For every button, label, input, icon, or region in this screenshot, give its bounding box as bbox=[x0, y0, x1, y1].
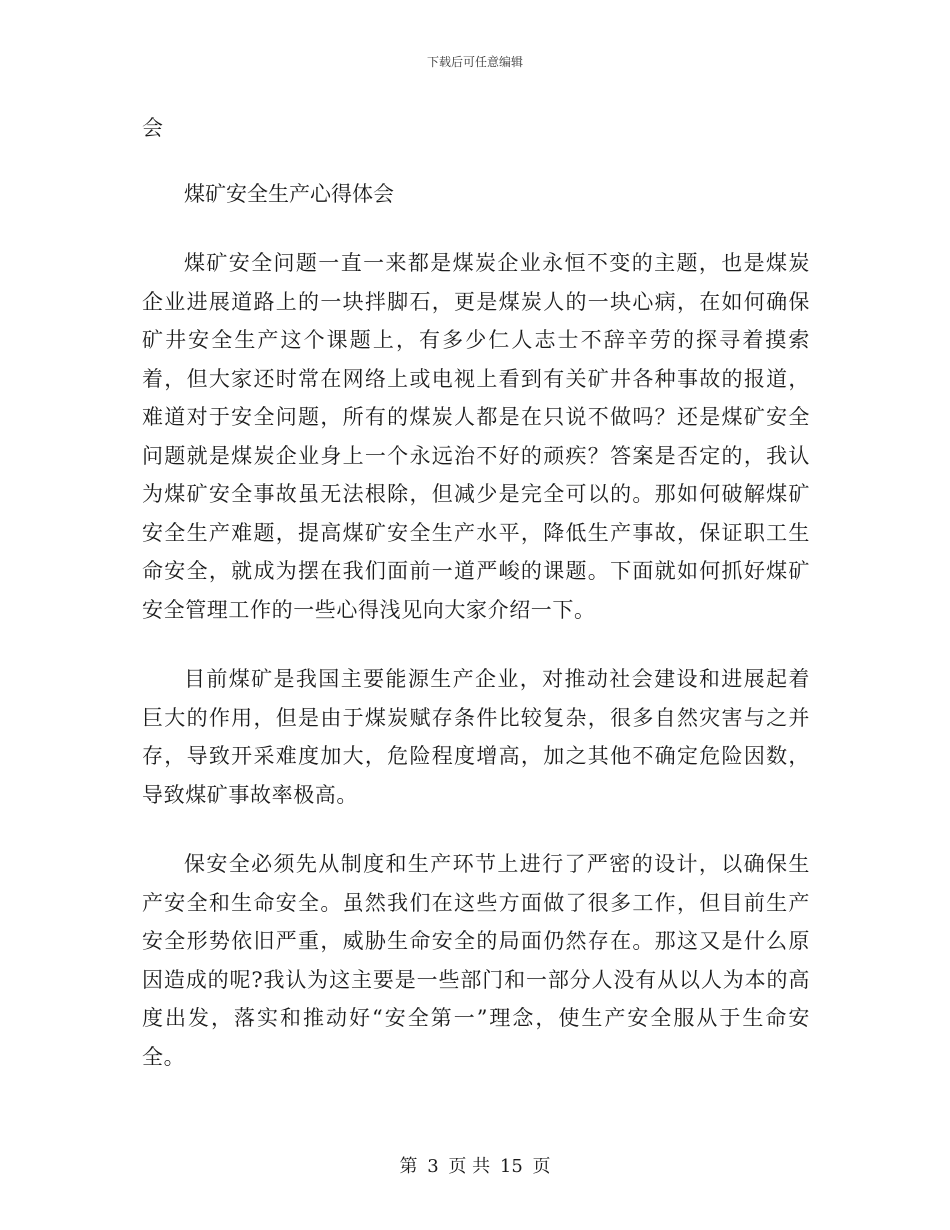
footer-suffix: 页 bbox=[532, 1156, 551, 1177]
header-note: 下载后可任意编辑 bbox=[426, 55, 523, 69]
paragraph-3: 保安全必须先从制度和生产环节上进行了严密的设计，以确保生产安全和生命安全。虽然我们在这些方面做了很多工作，但目前生产安全形势依旧严重，威胁生命安全的局面仍然存在。那这又是什么原因造成的呢?我认为这主要是一些部门和一部分人没有从以人为本的高度出发，落实和推动好“安全第一”理念，使生产安全服从于生命安全。 bbox=[142, 852, 810, 1069]
footer-total-pages: 15 bbox=[499, 1156, 523, 1177]
continued-text-fragment: 会 bbox=[142, 116, 163, 140]
document-body bbox=[142, 110, 810, 1107]
footer-current-page: 3 bbox=[427, 1156, 439, 1177]
footer-prefix: 第 bbox=[399, 1156, 418, 1177]
page-footer bbox=[0, 1152, 950, 1178]
paragraph-2: 目前煤矿是我国主要能源生产企业，对推动社会建设和进展起着巨大的作用，但是由于煤炭赋存条件比较复杂，很多自然灾害与之并存，导致开采难度加大，危险程度增高，加之其他不确定危险因数，导致煤矿事故率极高。 bbox=[142, 667, 810, 807]
paragraph-1: 煤矿安全问题一直一来都是煤炭企业永恒不变的主题，也是煤炭企业进展道路上的一块拌脚石，更是煤炭人的一块心病，在如何确保矿井安全生产这个课题上，有多少仁人志士不辞辛劳的探寻着摸索着，但大家还时常在网络上或电视上看到有关矿井各种事故的报道，难道对于安全问题，所有的煤炭人都是在只说不做吗？还是煤矿安全问题就是煤炭企业身上一个永远治不好的顽疾？答案是否定的，我认为煤矿安全事故虽无法根除，但减少是完全可以的。那如何破解煤矿安全生产难题，提高煤矿安全生产水平，降低生产事故，保证职工生命安全，就成为摆在我们面前一道严峻的课题。下面就如何抓好煤矿安全管理工作的一些心得浅见向大家介绍一下。 bbox=[142, 251, 810, 622]
document-title: 煤矿安全生产心得体会 bbox=[184, 182, 394, 206]
footer-middle: 页 共 bbox=[448, 1156, 491, 1177]
